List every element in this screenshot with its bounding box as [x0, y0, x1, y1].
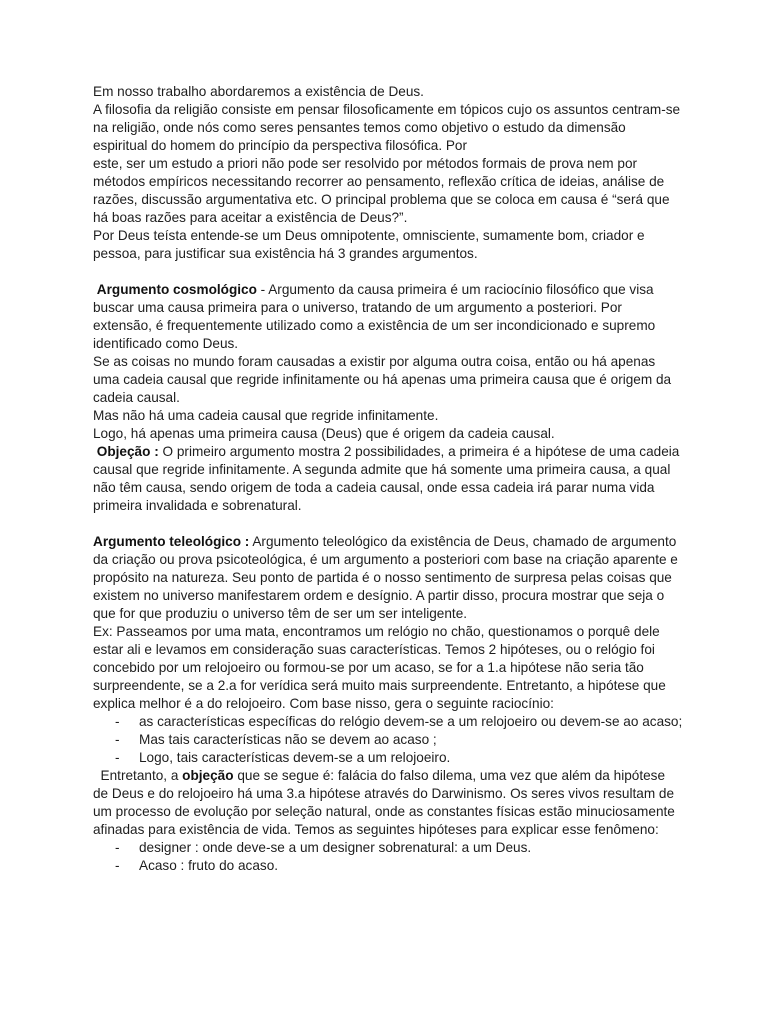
paragraph-spacer	[93, 515, 683, 533]
list-item-text: Acaso : fruto do acaso.	[139, 858, 279, 873]
teleologico-objecao	[93, 767, 683, 839]
dash-bullet: -	[115, 732, 120, 747]
list-item-text: Mas tais características não se devem ao acaso ;	[139, 732, 437, 747]
cosmologico-objecao	[93, 443, 683, 515]
list-item	[93, 731, 683, 749]
teleologico-intro	[93, 533, 683, 623]
cosmologico-premissa-1: Se as coisas no mundo foram causadas a existir por alguma outra coisa, então ou há apenas uma cadeia causal que regride infinitamente ou há apenas uma primeira causa que é origem da cadeia causal.	[93, 354, 672, 405]
document-page	[93, 83, 683, 875]
intro-line-1: Em nosso trabalho abordaremos a existência de Deus.	[93, 84, 424, 99]
teleologico-objecao-label: objeção	[182, 768, 234, 783]
dash-bullet: -	[115, 840, 120, 855]
dash-bullet: -	[115, 750, 120, 765]
raciocinio-list	[93, 713, 683, 767]
teleologico-text: Argumento teleológico da existência de Deus, chamado de argumento da criação ou prova psicoteológica, é um argumento a posteriori com base na criação aparente e propósito na natureza. Seu ponto de partida é o nosso sentimento de surpresa pelas coisas que existem no universo manifestarem ordem e desígnio. A partir disso, procura mostrar que seja o que for que produziu o universo têm de ser um ser inteligente.	[93, 534, 678, 621]
paragraph-spacer	[93, 263, 683, 281]
cosmologico-conclusao: Logo, há apenas uma primeira causa (Deus) que é origem da cadeia causal.	[93, 426, 555, 441]
list-item-text: as características específicas do relógio devem-se a um relojoeiro ou devem-se ao acaso;	[139, 714, 683, 729]
list-item	[93, 713, 683, 731]
cosmologico-text: - Argumento da causa primeira é um raciocínio filosófico que visa buscar uma causa primeira para o universo, tratando de um argumento a posteriori. Por extensão, é frequentemente utilizado como a existência de um ser incondicionado e supremo identificado como Deus.	[93, 282, 656, 351]
cosmologico-title: Argumento cosmológico	[96, 282, 257, 297]
cosmologico-premissa-2: Mas não há uma cadeia causal que regride infinitamente.	[93, 408, 439, 423]
list-item	[93, 839, 683, 857]
teleologico-title: Argumento teleológico :	[93, 534, 250, 549]
dash-bullet: -	[115, 858, 120, 873]
list-item	[93, 857, 683, 875]
intro-paragraph-deus-teista: Por Deus teísta entende-se um Deus omnipotente, omnisciente, sumamente bom, criador e pessoa, para justificar sua existência há 3 grandes argumentos.	[93, 228, 645, 261]
list-item-text: Logo, tais características devem-se a um relojoeiro.	[139, 750, 451, 765]
intro-paragraph-metodos: este, ser um estudo a priori não pode ser resolvido por métodos formais de prova nem por métodos empíricos necessitando recorrer ao pensamento, reflexão crítica de ideias, análise de razões, discussão argumentativa etc. O principal problema que se coloca em causa é “será que há boas razões para aceitar a existência de Deus?”.	[93, 156, 670, 225]
intro-paragraph-filosofia: A filosofia da religião consiste em pensar filosoficamente em tópicos cujo os assuntos centram-se na religião, onde nós como seres pensantes temos como objetivo o estudo da dimensão espiritual do homem do princípio da perspectiva filosófica. Por	[93, 102, 681, 153]
dash-bullet: -	[115, 714, 120, 729]
teleologico-exemplo: Ex: Passeamos por uma mata, encontramos um relógio no chão, questionamos o porquê dele estar ali e levamos em consideração suas características. Temos 2 hipóteses, ou o relógio foi concebido por um relojoeiro ou formou-se por um acaso, se for a 1.a hipótese não seria tão surpreendente, se a 2.a for verídica será muito mais surpreendente. Entretanto, a hipótese que explica melhor é a do relojoeiro. Com base nisso, gera o seguinte raciocínio:	[93, 624, 666, 711]
cosmologico-intro	[93, 281, 683, 353]
list-item	[93, 749, 683, 767]
hipoteses-list	[93, 839, 683, 875]
teleologico-objecao-text: que se segue é: falácia do falso dilema, uma vez que além da hipótese de Deus e do relojoeiro há uma 3.a hipótese através do Darwinismo. Os seres vivos resultam de um processo de evolução por seleção natural, onde as constantes físicas estão minuciosamente afinadas para existência de vida. Temos as seguintes hipóteses para explicar esse fenômeno:	[93, 768, 675, 837]
list-item-text: designer : onde deve-se a um designer sobrenatural: a um Deus.	[139, 840, 532, 855]
cosmologico-objecao-text: O primeiro argumento mostra 2 possibilidades, a primeira é a hipótese de uma cadeia causal que regride infinitamente. A segunda admite que há somente uma primeira causa, a qual não têm causa, sendo origem de toda a cadeia causal, onde essa cadeia irá parar numa vida primeira invalidada e sobrenatural.	[93, 444, 680, 513]
teleologico-objecao-prefix: Entretanto, a	[93, 768, 183, 783]
cosmologico-objecao-label: Objeção :	[96, 444, 159, 459]
